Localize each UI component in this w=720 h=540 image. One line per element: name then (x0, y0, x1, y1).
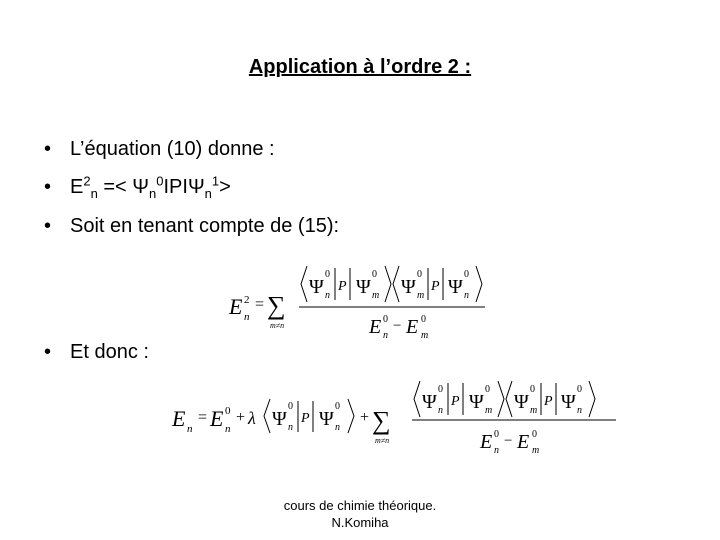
svg-text:∑: ∑ (267, 291, 286, 320)
svg-text:λ: λ (248, 408, 256, 428)
svg-text:Ψ: Ψ (422, 391, 437, 413)
svg-text:m≠n: m≠n (270, 321, 285, 330)
svg-text:Ψ: Ψ (319, 408, 334, 430)
svg-text:E: E (406, 316, 419, 338)
svg-text:m≠n: m≠n (375, 436, 390, 445)
energy-expression: $E^2_n =< \Psi_n^0IPI\Psi_n^1>$ (70, 173, 231, 201)
svg-text:E: E (369, 316, 382, 338)
svg-text:Ψ: Ψ (561, 391, 576, 413)
svg-text:E: E (210, 406, 224, 431)
svg-text:m: m (530, 405, 538, 416)
svg-text:Ψ: Ψ (272, 408, 287, 430)
svg-text:∑: ∑ (372, 406, 391, 435)
svg-text:n: n (325, 290, 330, 301)
svg-text:n: n (225, 423, 231, 435)
svg-text:Ψ: Ψ (469, 391, 484, 413)
svg-text:m: m (485, 405, 493, 416)
bullet-glyph: • (44, 175, 52, 198)
svg-text:E: E (229, 294, 243, 319)
svg-text:0: 0 (325, 269, 330, 280)
svg-text:−: − (504, 433, 513, 449)
svg-text:0: 0 (485, 384, 490, 395)
svg-text:0: 0 (530, 384, 535, 395)
bullet-text: Soit en tenant compte de (15): (70, 214, 340, 237)
svg-text:n: n (464, 290, 469, 301)
svg-text:Ψ: Ψ (309, 276, 324, 298)
svg-text:n: n (577, 405, 582, 416)
svg-text:Ψ: Ψ (401, 276, 416, 298)
svg-text:E: E (172, 406, 186, 431)
bullet-item-energy-expression (44, 165, 339, 210)
footer-course: cours de chimie théorique. (283, 498, 437, 513)
svg-text:n: n (288, 422, 293, 433)
svg-text:0: 0 (421, 314, 426, 325)
bullet-text: Et donc : (70, 341, 149, 363)
footer-author: N.Komiha (331, 515, 389, 530)
svg-text:m: m (532, 445, 540, 456)
footer-credit (250, 497, 470, 531)
svg-text:n: n (494, 445, 499, 456)
svg-text:0: 0 (532, 429, 537, 440)
svg-text:n: n (244, 311, 250, 323)
svg-text:+: + (236, 409, 246, 426)
svg-text:2: 2 (244, 294, 250, 306)
svg-text:0: 0 (335, 401, 340, 412)
svg-text:0: 0 (577, 384, 582, 395)
second-order-energy-equation (225, 260, 510, 342)
svg-text:Ψ: Ψ (448, 276, 463, 298)
svg-text:m: m (417, 290, 425, 301)
svg-text:0: 0 (225, 405, 231, 417)
bullet-item-et-donc (44, 341, 149, 364)
svg-text:P: P (338, 279, 347, 294)
svg-text:n: n (187, 423, 193, 435)
svg-text:=: = (198, 409, 208, 426)
svg-text:0: 0 (288, 401, 293, 412)
svg-text:0: 0 (417, 269, 422, 280)
svg-text:P: P (544, 394, 553, 409)
bullet-text: L’équation (10) donne : (70, 138, 275, 160)
svg-text:+: + (360, 409, 370, 426)
bullet-list (44, 133, 339, 242)
svg-text:P: P (301, 411, 310, 426)
svg-text:n: n (438, 405, 443, 416)
svg-text:0: 0 (464, 269, 469, 280)
svg-text:−: − (393, 318, 402, 334)
svg-text:Ψ: Ψ (356, 276, 371, 298)
bullet-item-equation-10 (44, 133, 339, 165)
svg-text:0: 0 (438, 384, 443, 395)
svg-text:0: 0 (494, 429, 499, 440)
svg-text:m: m (372, 290, 380, 301)
svg-text:P: P (451, 394, 460, 409)
svg-text:E: E (517, 431, 530, 453)
svg-text:0: 0 (372, 269, 377, 280)
svg-text:=: = (255, 296, 265, 313)
bullet-glyph: • (44, 341, 52, 363)
total-energy-equation (168, 375, 623, 457)
svg-text:P: P (431, 279, 440, 294)
slide-title: Application à l’ordre 2 : (248, 56, 472, 78)
svg-text:m: m (421, 330, 429, 341)
bullet-item-soit (44, 210, 339, 242)
bullet-glyph: • (44, 138, 52, 160)
svg-text:0: 0 (383, 314, 388, 325)
svg-text:n: n (335, 422, 340, 433)
svg-text:Ψ: Ψ (514, 391, 529, 413)
svg-text:E: E (480, 431, 493, 453)
bullet-glyph: • (44, 214, 52, 237)
svg-text:n: n (383, 330, 388, 341)
